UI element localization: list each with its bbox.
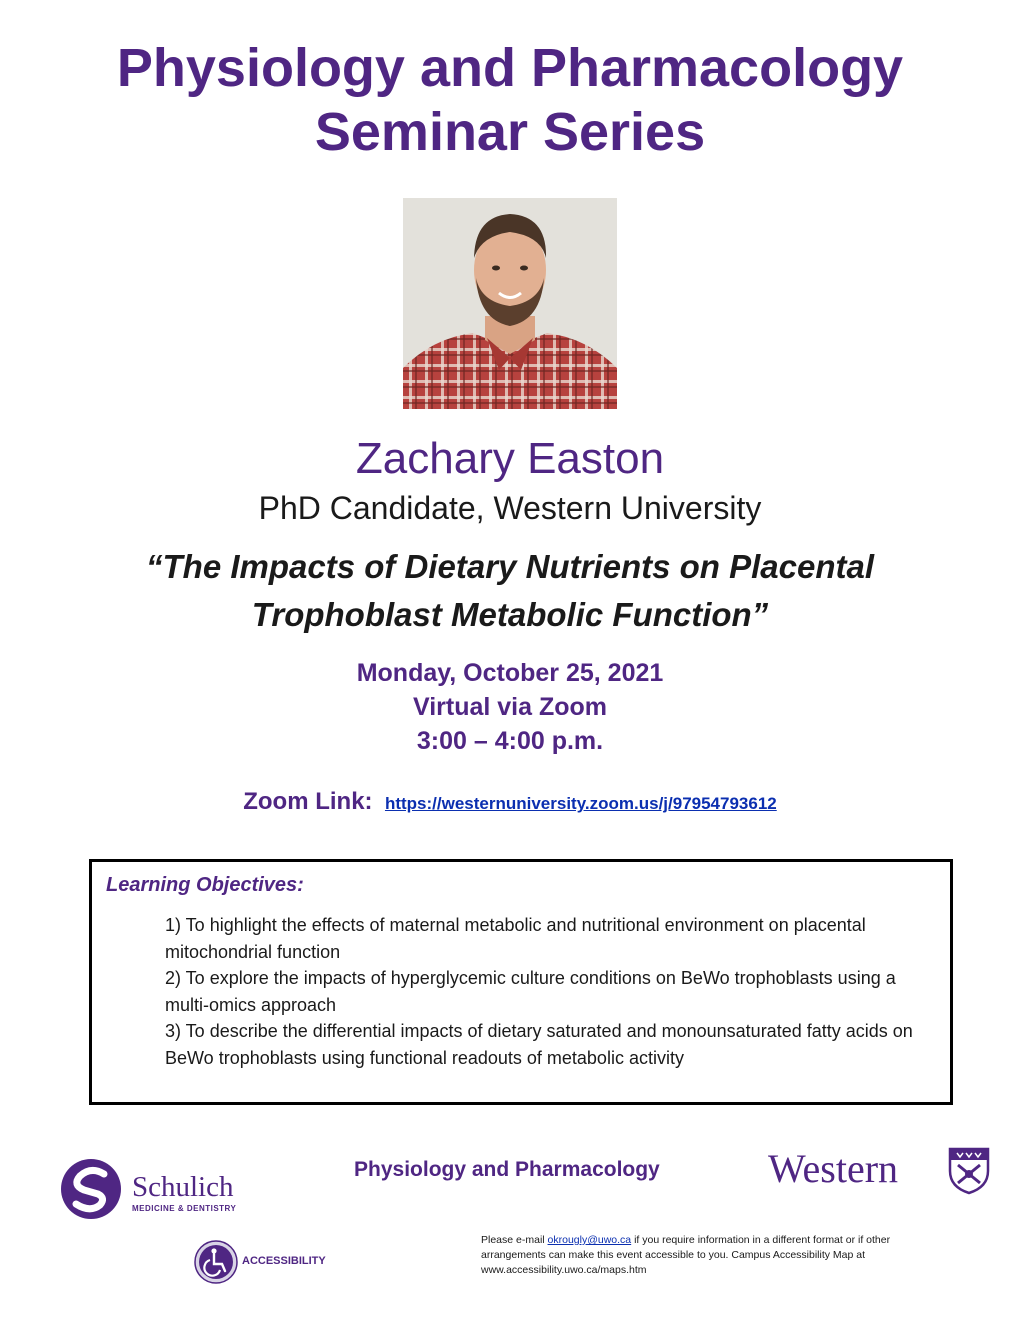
schulich-logo bbox=[60, 1158, 260, 1222]
accessibility-note-body: if you require information in a different format or if other arrangements can make this event accessible to you. Campus Accessibility Map at www.accessibility.uwo.ca/maps.htm bbox=[481, 1234, 891, 1276]
page-title bbox=[0, 36, 1020, 164]
wheelchair-icon bbox=[194, 1240, 238, 1284]
zoom-link-row bbox=[0, 785, 1020, 820]
event-venue: Virtual via Zoom bbox=[412, 693, 608, 721]
schulich-s-icon bbox=[60, 1158, 122, 1220]
list-item: 3) To describe the differential impacts of dietary saturated and monounsaturated fatty acids on BeWo trophoblasts using functional readouts of metabolic activity bbox=[165, 1021, 913, 1068]
accessibility-logo bbox=[194, 1240, 334, 1286]
talk-title bbox=[0, 543, 1020, 639]
speaker-photo bbox=[403, 198, 617, 409]
western-crest-icon bbox=[948, 1147, 990, 1195]
zoom-link[interactable]: https://westernuniversity.zoom.us/j/97954793612 bbox=[384, 794, 777, 813]
contact-email-link[interactable]: okrougly@uwo.ca bbox=[547, 1234, 632, 1246]
list-item: 2) To explore the impacts of hyperglycemic culture conditions on BeWo trophoblasts using a multi-omics approach bbox=[165, 968, 896, 1015]
learning-objectives-box bbox=[89, 859, 953, 1105]
title-line-2: Seminar Series bbox=[314, 102, 706, 162]
accessibility-label: ACCESSIBILITY bbox=[242, 1255, 326, 1267]
learning-objectives-heading: Learning Objectives: bbox=[106, 874, 304, 896]
speaker-role: PhD Candidate, Western University bbox=[258, 490, 762, 526]
accessibility-note bbox=[481, 1233, 901, 1278]
event-date: Monday, October 25, 2021 bbox=[356, 659, 664, 687]
event-details bbox=[0, 656, 1020, 758]
zoom-link-label: Zoom Link: bbox=[243, 788, 373, 815]
learning-objectives-list bbox=[165, 912, 935, 1071]
speaker-name: Zachary Easton bbox=[355, 434, 665, 483]
talk-title-line-1: “The Impacts of Dietary Nutrients on Placental bbox=[146, 548, 874, 585]
talk-title-line-2: Trophoblast Metabolic Function” bbox=[251, 596, 769, 633]
schulich-name: Schulich bbox=[132, 1171, 234, 1203]
department-name: Physiology and Pharmacology bbox=[354, 1158, 660, 1181]
schulich-subtitle: MEDICINE & DENTISTRY bbox=[132, 1204, 237, 1213]
western-logo bbox=[768, 1145, 998, 1205]
accessibility-note-prefix: Please e-mail bbox=[481, 1234, 548, 1246]
title-line-1: Physiology and Pharmacology bbox=[116, 38, 904, 98]
list-item: 1) To highlight the effects of maternal metabolic and nutritional environment on placental mitochondrial function bbox=[165, 915, 866, 962]
event-time: 3:00 – 4:00 p.m. bbox=[416, 727, 604, 755]
western-wordmark: Western bbox=[768, 1146, 899, 1191]
